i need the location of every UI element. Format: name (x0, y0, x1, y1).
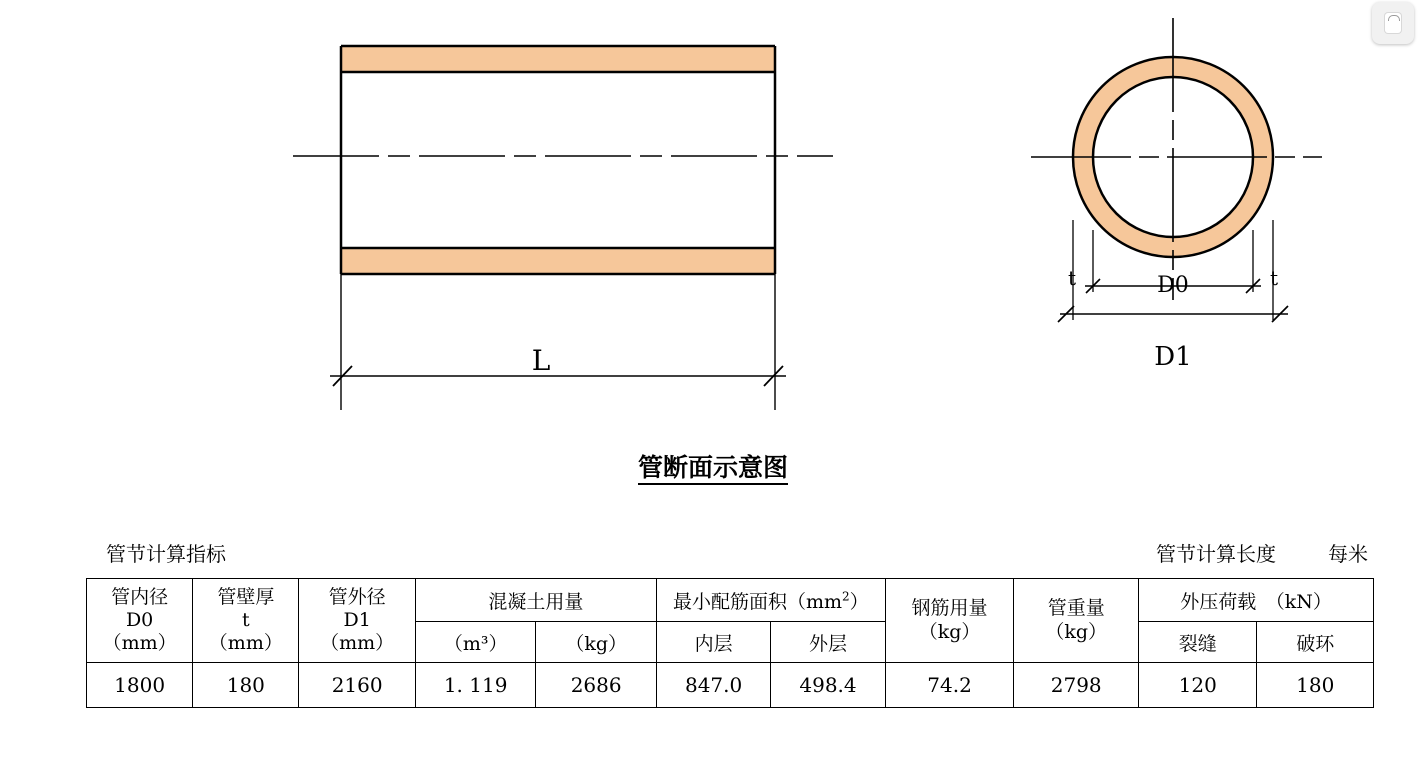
col-header-inner-diameter-l3: （mm） (102, 632, 177, 655)
col-header-load-crack: 裂缝 (1139, 622, 1257, 663)
col-header-rebar-weight (885, 579, 1014, 663)
col-header-rebar-weight-l1: 钢筋用量 (911, 597, 988, 620)
label-D0: D0 (1157, 273, 1189, 298)
col-header-outer-diameter (299, 579, 415, 663)
value-wall-thickness: 180 (193, 663, 299, 708)
group-header-steel-area-tail: ） (849, 590, 869, 613)
col-header-wall-thickness-l1: 管壁厚 (217, 585, 275, 608)
pipe-spec-table (86, 578, 1374, 708)
col-header-steel-inner: 内层 (656, 622, 770, 663)
table-header-row-top (87, 579, 1374, 622)
value-rebar-weight: 74.2 (885, 663, 1014, 708)
side-view-top-wall (341, 46, 775, 72)
label-t-left: t (1067, 266, 1077, 290)
value-concrete-weight: 2686 (536, 663, 657, 708)
col-header-load-break: 破环 (1257, 622, 1374, 663)
table-header-labels (86, 538, 1374, 567)
table-header-right-1: 管节计算长度 (1156, 542, 1276, 566)
col-header-rebar-weight-l2: （kg） (918, 620, 981, 643)
col-header-steel-outer: 外层 (771, 622, 885, 663)
col-header-inner-diameter (87, 579, 193, 663)
table-row (87, 663, 1374, 708)
value-outer-diameter: 2160 (299, 663, 415, 708)
group-header-steel-area (656, 579, 885, 622)
col-header-concrete-volume: （m³） (415, 622, 536, 663)
diagram-caption-text: 管断面示意图 (638, 453, 788, 485)
col-header-outer-diameter-l2: D1 (343, 608, 371, 631)
side-view-bottom-wall (341, 248, 775, 274)
value-load-break: 180 (1257, 663, 1374, 708)
group-header-steel-area-sup: 2 (842, 589, 850, 604)
col-header-wall-thickness-l3: （mm） (208, 632, 283, 655)
table-header-right-2: 每米 (1328, 542, 1368, 566)
value-steel-outer: 498.4 (771, 663, 885, 708)
col-header-inner-diameter-l1: 管内径 (111, 585, 169, 608)
col-header-outer-diameter-l3: （mm） (320, 632, 395, 655)
label-t-right: t (1269, 266, 1279, 290)
col-header-inner-diameter-l2: D0 (125, 608, 154, 631)
col-header-wall-thickness (193, 579, 299, 663)
group-header-steel-area-text: 最小配筋面积（mm (672, 590, 843, 613)
value-pipe-weight: 2798 (1014, 663, 1139, 708)
col-header-concrete-weight: （kg） (536, 622, 657, 663)
label-L: L (531, 344, 551, 377)
col-header-pipe-weight (1014, 579, 1139, 663)
value-steel-inner: 847.0 (656, 663, 770, 708)
col-header-outer-diameter-l1: 管外径 (328, 585, 386, 608)
group-header-concrete: 混凝土用量 (415, 579, 656, 622)
value-inner-diameter: 1800 (87, 663, 193, 708)
table-header-left: 管节计算指标 (106, 542, 226, 566)
col-header-pipe-weight-l1: 管重量 (1047, 597, 1105, 620)
label-D1: D1 (1154, 342, 1192, 372)
value-load-crack: 120 (1139, 663, 1257, 708)
col-header-pipe-weight-l2: （kg） (1045, 620, 1108, 643)
col-header-wall-thickness-l2: t (242, 608, 250, 631)
diagram-caption (0, 448, 1426, 484)
group-header-external-load: 外压荷载 （kN） (1139, 579, 1374, 622)
value-concrete-volume: 1. 119 (415, 663, 536, 708)
